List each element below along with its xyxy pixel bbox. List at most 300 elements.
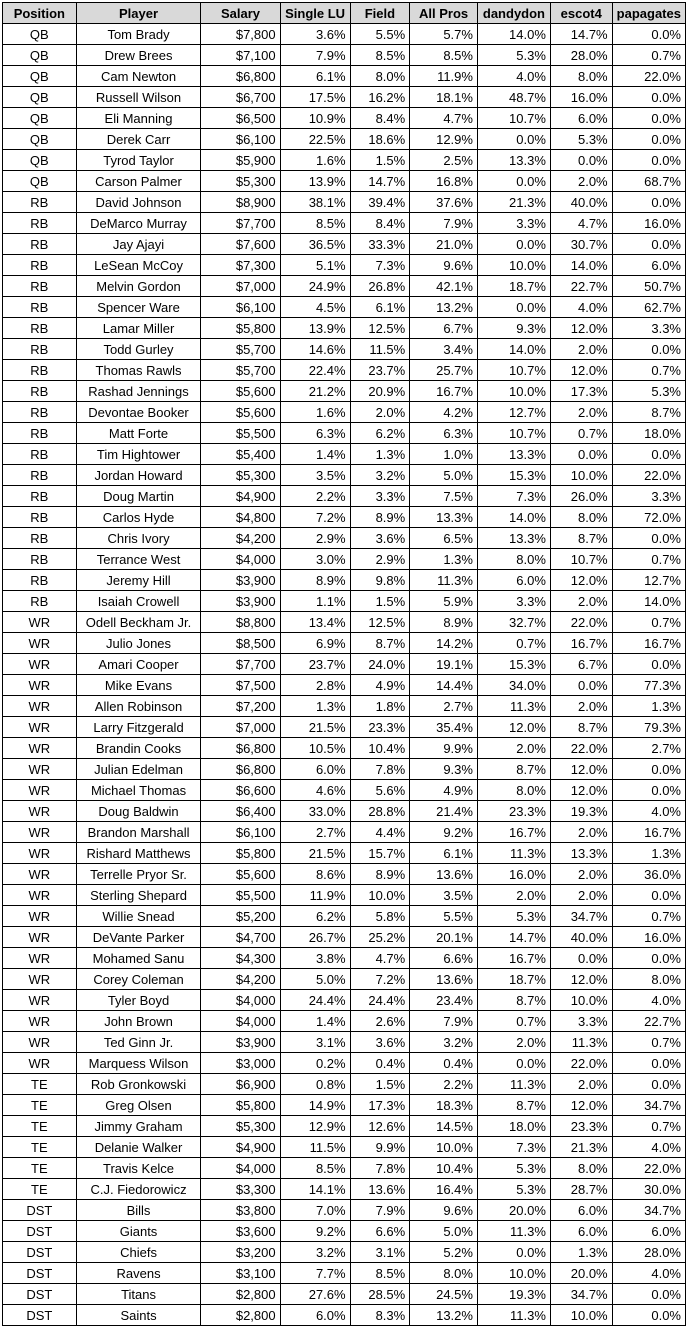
field-cell: 8.3% [350, 1305, 410, 1326]
column-header-position: Position [3, 3, 77, 24]
dandydon-cell: 18.7% [477, 969, 550, 990]
escot4-cell: 28.0% [550, 45, 612, 66]
position-cell: WR [3, 717, 77, 738]
papagates-cell: 0.7% [612, 45, 685, 66]
dandydon-cell: 0.0% [477, 297, 550, 318]
escot4-cell: 28.7% [550, 1179, 612, 1200]
all-pros-cell: 13.3% [410, 507, 478, 528]
papagates-cell: 62.7% [612, 297, 685, 318]
papagates-cell: 0.0% [612, 150, 685, 171]
single-lu-cell: 6.3% [280, 423, 350, 444]
single-lu-cell: 6.0% [280, 759, 350, 780]
salary-cell: $4,000 [201, 1158, 280, 1179]
salary-cell: $8,900 [201, 192, 280, 213]
position-cell: TE [3, 1074, 77, 1095]
papagates-cell: 0.0% [612, 759, 685, 780]
papagates-cell: 0.0% [612, 780, 685, 801]
player-cell: Mike Evans [76, 675, 201, 696]
papagates-cell: 16.7% [612, 633, 685, 654]
all-pros-cell: 4.7% [410, 108, 478, 129]
all-pros-cell: 5.7% [410, 24, 478, 45]
dandydon-cell: 5.3% [477, 906, 550, 927]
dandydon-cell: 11.3% [477, 843, 550, 864]
salary-cell: $7,300 [201, 255, 280, 276]
escot4-cell: 5.3% [550, 129, 612, 150]
field-cell: 3.6% [350, 1032, 410, 1053]
table-row [3, 864, 686, 885]
player-cell: Matt Forte [76, 423, 201, 444]
player-cell: Tim Hightower [76, 444, 201, 465]
field-cell: 6.2% [350, 423, 410, 444]
all-pros-cell: 23.4% [410, 990, 478, 1011]
table-row [3, 780, 686, 801]
single-lu-cell: 8.6% [280, 864, 350, 885]
column-header-escot4: escot4 [550, 3, 612, 24]
player-cell: Tyrod Taylor [76, 150, 201, 171]
all-pros-cell: 7.9% [410, 213, 478, 234]
all-pros-cell: 20.1% [410, 927, 478, 948]
field-cell: 7.3% [350, 255, 410, 276]
field-cell: 15.7% [350, 843, 410, 864]
player-cell: Allen Robinson [76, 696, 201, 717]
dandydon-cell: 12.7% [477, 402, 550, 423]
table-row [3, 129, 686, 150]
salary-cell: $8,800 [201, 612, 280, 633]
field-cell: 3.6% [350, 528, 410, 549]
table-row [3, 1053, 686, 1074]
all-pros-cell: 14.2% [410, 633, 478, 654]
dandydon-cell: 5.3% [477, 1179, 550, 1200]
field-cell: 6.6% [350, 1221, 410, 1242]
field-cell: 24.0% [350, 654, 410, 675]
table-row [3, 171, 686, 192]
escot4-cell: 22.0% [550, 1053, 612, 1074]
field-cell: 12.6% [350, 1116, 410, 1137]
escot4-cell: 0.7% [550, 423, 612, 444]
table-row [3, 948, 686, 969]
player-cell: Russell Wilson [76, 87, 201, 108]
player-cell: Jeremy Hill [76, 570, 201, 591]
all-pros-cell: 19.1% [410, 654, 478, 675]
all-pros-cell: 6.7% [410, 318, 478, 339]
player-cell: Isaiah Crowell [76, 591, 201, 612]
position-cell: WR [3, 1011, 77, 1032]
position-cell: QB [3, 150, 77, 171]
dandydon-cell: 10.0% [477, 381, 550, 402]
salary-cell: $4,300 [201, 948, 280, 969]
single-lu-cell: 8.5% [280, 213, 350, 234]
escot4-cell: 2.0% [550, 339, 612, 360]
escot4-cell: 22.0% [550, 612, 612, 633]
salary-cell: $6,100 [201, 822, 280, 843]
escot4-cell: 22.7% [550, 276, 612, 297]
position-cell: RB [3, 549, 77, 570]
single-lu-cell: 14.6% [280, 339, 350, 360]
single-lu-cell: 0.2% [280, 1053, 350, 1074]
all-pros-cell: 6.5% [410, 528, 478, 549]
single-lu-cell: 13.9% [280, 318, 350, 339]
escot4-cell: 4.7% [550, 213, 612, 234]
salary-cell: $3,900 [201, 1032, 280, 1053]
player-cell: Doug Baldwin [76, 801, 201, 822]
papagates-cell: 4.0% [612, 801, 685, 822]
player-cell: John Brown [76, 1011, 201, 1032]
field-cell: 5.8% [350, 906, 410, 927]
position-cell: WR [3, 990, 77, 1011]
papagates-cell: 0.0% [612, 885, 685, 906]
player-cell: Michael Thomas [76, 780, 201, 801]
dandydon-cell: 15.3% [477, 654, 550, 675]
player-cell: Julian Edelman [76, 759, 201, 780]
dandydon-cell: 3.3% [477, 213, 550, 234]
all-pros-cell: 11.3% [410, 570, 478, 591]
escot4-cell: 2.0% [550, 591, 612, 612]
table-row [3, 213, 686, 234]
field-cell: 8.5% [350, 1263, 410, 1284]
single-lu-cell: 21.2% [280, 381, 350, 402]
papagates-cell: 77.3% [612, 675, 685, 696]
salary-cell: $4,000 [201, 990, 280, 1011]
field-cell: 1.5% [350, 1074, 410, 1095]
escot4-cell: 8.7% [550, 717, 612, 738]
single-lu-cell: 10.9% [280, 108, 350, 129]
single-lu-cell: 2.9% [280, 528, 350, 549]
position-cell: WR [3, 633, 77, 654]
papagates-cell: 0.7% [612, 360, 685, 381]
table-row [3, 66, 686, 87]
single-lu-cell: 3.5% [280, 465, 350, 486]
all-pros-cell: 2.5% [410, 150, 478, 171]
escot4-cell: 6.0% [550, 1200, 612, 1221]
salary-cell: $3,200 [201, 1242, 280, 1263]
salary-cell: $6,500 [201, 108, 280, 129]
salary-cell: $3,300 [201, 1179, 280, 1200]
field-cell: 11.5% [350, 339, 410, 360]
salary-cell: $5,700 [201, 339, 280, 360]
position-cell: QB [3, 66, 77, 87]
salary-cell: $3,900 [201, 591, 280, 612]
position-cell: RB [3, 255, 77, 276]
player-cell: Bills [76, 1200, 201, 1221]
table-row [3, 1242, 686, 1263]
single-lu-cell: 26.7% [280, 927, 350, 948]
all-pros-cell: 4.9% [410, 780, 478, 801]
player-cell: Lamar Miller [76, 318, 201, 339]
all-pros-cell: 37.6% [410, 192, 478, 213]
table-row [3, 1011, 686, 1032]
papagates-cell: 28.0% [612, 1242, 685, 1263]
all-pros-cell: 2.2% [410, 1074, 478, 1095]
escot4-cell: 1.3% [550, 1242, 612, 1263]
field-cell: 2.9% [350, 549, 410, 570]
salary-cell: $7,700 [201, 213, 280, 234]
single-lu-cell: 1.4% [280, 1011, 350, 1032]
position-cell: QB [3, 108, 77, 129]
player-cell: Cam Newton [76, 66, 201, 87]
single-lu-cell: 14.9% [280, 1095, 350, 1116]
escot4-cell: 14.7% [550, 24, 612, 45]
field-cell: 18.6% [350, 129, 410, 150]
all-pros-cell: 0.4% [410, 1053, 478, 1074]
dandydon-cell: 11.3% [477, 1305, 550, 1326]
table-row [3, 276, 686, 297]
position-cell: WR [3, 969, 77, 990]
table-row [3, 612, 686, 633]
dandydon-cell: 4.0% [477, 66, 550, 87]
single-lu-cell: 1.6% [280, 402, 350, 423]
player-cell: Jay Ajayi [76, 234, 201, 255]
column-header-player: Player [76, 3, 201, 24]
escot4-cell: 8.7% [550, 528, 612, 549]
papagates-cell: 0.0% [612, 1305, 685, 1326]
salary-cell: $7,200 [201, 696, 280, 717]
salary-cell: $5,800 [201, 318, 280, 339]
single-lu-cell: 23.7% [280, 654, 350, 675]
dandydon-cell: 13.3% [477, 150, 550, 171]
dandydon-cell: 8.0% [477, 549, 550, 570]
salary-cell: $4,900 [201, 1137, 280, 1158]
position-cell: RB [3, 486, 77, 507]
all-pros-cell: 14.5% [410, 1116, 478, 1137]
dandydon-cell: 0.0% [477, 234, 550, 255]
table-row [3, 486, 686, 507]
single-lu-cell: 1.3% [280, 696, 350, 717]
position-cell: WR [3, 612, 77, 633]
salary-cell: $5,500 [201, 885, 280, 906]
single-lu-cell: 8.5% [280, 1158, 350, 1179]
all-pros-cell: 4.2% [410, 402, 478, 423]
position-cell: WR [3, 1053, 77, 1074]
table-row [3, 255, 686, 276]
escot4-cell: 12.0% [550, 318, 612, 339]
player-cell: Odell Beckham Jr. [76, 612, 201, 633]
field-cell: 33.3% [350, 234, 410, 255]
all-pros-cell: 8.9% [410, 612, 478, 633]
table-row [3, 528, 686, 549]
single-lu-cell: 1.4% [280, 444, 350, 465]
field-cell: 2.0% [350, 402, 410, 423]
escot4-cell: 40.0% [550, 927, 612, 948]
papagates-cell: 16.7% [612, 822, 685, 843]
position-cell: RB [3, 360, 77, 381]
papagates-cell: 0.0% [612, 1074, 685, 1095]
table-row [3, 654, 686, 675]
player-cell: Spencer Ware [76, 297, 201, 318]
field-cell: 7.8% [350, 1158, 410, 1179]
player-cell: Ravens [76, 1263, 201, 1284]
papagates-cell: 0.0% [612, 234, 685, 255]
single-lu-cell: 6.9% [280, 633, 350, 654]
single-lu-cell: 0.8% [280, 1074, 350, 1095]
salary-cell: $5,400 [201, 444, 280, 465]
papagates-cell: 16.0% [612, 927, 685, 948]
salary-cell: $6,800 [201, 759, 280, 780]
table-row [3, 1158, 686, 1179]
table-header [3, 3, 686, 24]
salary-cell: $6,800 [201, 738, 280, 759]
single-lu-cell: 24.9% [280, 276, 350, 297]
dandydon-cell: 0.0% [477, 1053, 550, 1074]
table-row [3, 885, 686, 906]
papagates-cell: 0.0% [612, 948, 685, 969]
single-lu-cell: 22.4% [280, 360, 350, 381]
salary-cell: $7,800 [201, 24, 280, 45]
single-lu-cell: 7.0% [280, 1200, 350, 1221]
player-cell: Todd Gurley [76, 339, 201, 360]
field-cell: 8.9% [350, 507, 410, 528]
single-lu-cell: 12.9% [280, 1116, 350, 1137]
position-cell: WR [3, 801, 77, 822]
single-lu-cell: 27.6% [280, 1284, 350, 1305]
dandydon-cell: 32.7% [477, 612, 550, 633]
field-cell: 1.5% [350, 591, 410, 612]
player-cell: Terrance West [76, 549, 201, 570]
player-cell: Mohamed Sanu [76, 948, 201, 969]
position-cell: WR [3, 759, 77, 780]
table-row [3, 297, 686, 318]
salary-cell: $4,900 [201, 486, 280, 507]
salary-cell: $7,000 [201, 717, 280, 738]
papagates-cell: 0.0% [612, 1053, 685, 1074]
dandydon-cell: 15.3% [477, 465, 550, 486]
escot4-cell: 2.0% [550, 885, 612, 906]
position-cell: TE [3, 1095, 77, 1116]
position-cell: TE [3, 1158, 77, 1179]
escot4-cell: 0.0% [550, 675, 612, 696]
single-lu-cell: 22.5% [280, 129, 350, 150]
escot4-cell: 16.7% [550, 633, 612, 654]
player-cell: Doug Martin [76, 486, 201, 507]
dandydon-cell: 21.3% [477, 192, 550, 213]
papagates-cell: 0.0% [612, 339, 685, 360]
table-row [3, 318, 686, 339]
salary-cell: $7,600 [201, 234, 280, 255]
papagates-cell: 0.7% [612, 549, 685, 570]
table-row [3, 1200, 686, 1221]
player-cell: Larry Fitzgerald [76, 717, 201, 738]
all-pros-cell: 13.6% [410, 969, 478, 990]
salary-cell: $5,800 [201, 1095, 280, 1116]
all-pros-cell: 1.0% [410, 444, 478, 465]
salary-cell: $8,500 [201, 633, 280, 654]
position-cell: DST [3, 1284, 77, 1305]
table-row [3, 801, 686, 822]
position-cell: QB [3, 129, 77, 150]
escot4-cell: 14.0% [550, 255, 612, 276]
escot4-cell: 8.0% [550, 1158, 612, 1179]
field-cell: 26.8% [350, 276, 410, 297]
field-cell: 7.2% [350, 969, 410, 990]
player-cell: Melvin Gordon [76, 276, 201, 297]
position-cell: WR [3, 843, 77, 864]
table-row [3, 45, 686, 66]
single-lu-cell: 6.1% [280, 66, 350, 87]
position-cell: WR [3, 696, 77, 717]
salary-cell: $6,700 [201, 87, 280, 108]
papagates-cell: 4.0% [612, 990, 685, 1011]
player-cell: C.J. Fiedorowicz [76, 1179, 201, 1200]
table-row [3, 381, 686, 402]
escot4-cell: 10.7% [550, 549, 612, 570]
papagates-cell: 0.7% [612, 1116, 685, 1137]
salary-cell: $3,100 [201, 1263, 280, 1284]
position-cell: QB [3, 171, 77, 192]
papagates-cell: 5.3% [612, 381, 685, 402]
player-cell: Greg Olsen [76, 1095, 201, 1116]
field-cell: 3.3% [350, 486, 410, 507]
escot4-cell: 30.7% [550, 234, 612, 255]
table-row [3, 234, 686, 255]
field-cell: 7.9% [350, 1200, 410, 1221]
single-lu-cell: 17.5% [280, 87, 350, 108]
field-cell: 25.2% [350, 927, 410, 948]
papagates-cell: 14.0% [612, 591, 685, 612]
player-cell: Terrelle Pryor Sr. [76, 864, 201, 885]
field-cell: 6.1% [350, 297, 410, 318]
player-cell: Julio Jones [76, 633, 201, 654]
dandydon-cell: 8.7% [477, 1095, 550, 1116]
escot4-cell: 34.7% [550, 1284, 612, 1305]
single-lu-cell: 2.7% [280, 822, 350, 843]
escot4-cell: 8.0% [550, 507, 612, 528]
field-cell: 12.5% [350, 612, 410, 633]
salary-cell: $5,600 [201, 402, 280, 423]
player-cell: Brandon Marshall [76, 822, 201, 843]
dandydon-cell: 10.7% [477, 360, 550, 381]
dandydon-cell: 16.7% [477, 948, 550, 969]
position-cell: RB [3, 570, 77, 591]
dandydon-cell: 12.0% [477, 717, 550, 738]
all-pros-cell: 3.2% [410, 1032, 478, 1053]
table-row [3, 465, 686, 486]
player-cell: Rob Gronkowski [76, 1074, 201, 1095]
all-pros-cell: 6.1% [410, 843, 478, 864]
single-lu-cell: 4.5% [280, 297, 350, 318]
papagates-cell: 50.7% [612, 276, 685, 297]
all-pros-cell: 16.7% [410, 381, 478, 402]
player-cell: Ted Ginn Jr. [76, 1032, 201, 1053]
papagates-cell: 8.7% [612, 402, 685, 423]
single-lu-cell: 3.1% [280, 1032, 350, 1053]
field-cell: 3.2% [350, 465, 410, 486]
field-cell: 23.7% [350, 360, 410, 381]
escot4-cell: 34.7% [550, 906, 612, 927]
papagates-cell: 72.0% [612, 507, 685, 528]
position-cell: RB [3, 192, 77, 213]
dandydon-cell: 11.3% [477, 1074, 550, 1095]
papagates-cell: 0.7% [612, 906, 685, 927]
all-pros-cell: 16.8% [410, 171, 478, 192]
single-lu-cell: 2.8% [280, 675, 350, 696]
escot4-cell: 26.0% [550, 486, 612, 507]
player-cell: Drew Brees [76, 45, 201, 66]
position-cell: DST [3, 1200, 77, 1221]
column-header-papagates: papagates [612, 3, 685, 24]
salary-cell: $5,300 [201, 171, 280, 192]
all-pros-cell: 2.7% [410, 696, 478, 717]
column-header-all-pros: All Pros [410, 3, 478, 24]
table-row [3, 1263, 686, 1284]
position-cell: WR [3, 948, 77, 969]
single-lu-cell: 11.9% [280, 885, 350, 906]
salary-cell: $4,000 [201, 549, 280, 570]
player-cell: Sterling Shepard [76, 885, 201, 906]
player-cell: Marquess Wilson [76, 1053, 201, 1074]
table-row [3, 1032, 686, 1053]
table-row [3, 507, 686, 528]
table-row [3, 738, 686, 759]
single-lu-cell: 9.2% [280, 1221, 350, 1242]
